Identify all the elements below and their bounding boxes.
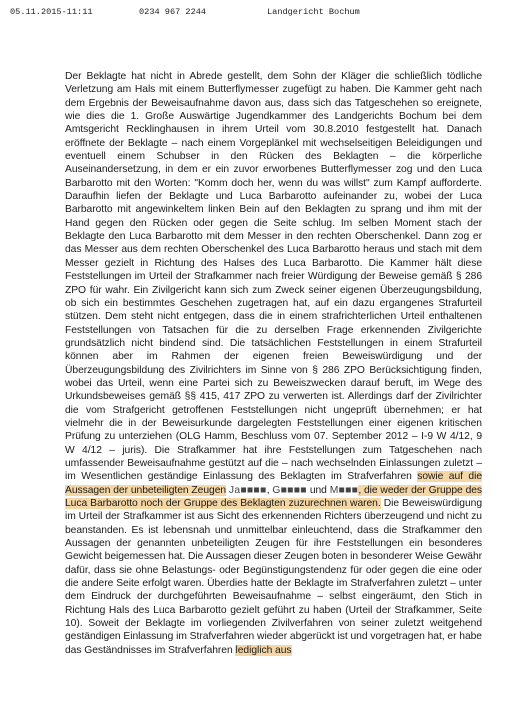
highlighted-text: lediglich aus [235, 644, 292, 656]
conjunction: und [309, 484, 327, 496]
fax-sender: Landgericht Bochum [267, 7, 360, 17]
fax-phone-number: 0234 967 2244 [139, 7, 207, 17]
fax-header [0, 7, 512, 21]
paragraph-2: Die Beweiswürdigung im Urteil der Strafkammer ist aus Sicht des erkennenden Richters überzeugend und nicht zu beanstanden. Es ist lebensnah und unmittelbar einleuchtend, dass die Strafkammer den Aussagen der genannten unbeteiligten Zeugen für ihre Feststellungen ein besonderes Gewicht beigemessen hat. Die Aussagen dieser Zeugen boten in besonderer Weise Gewähr dafür, dass sie ohne Belastungs- oder Begünstigungstendenz für oder gegen die eine oder die andere Seite erfolgt waren. Überdies hatte der Beklagte im Strafverfahren zuletzt – unter dem Eindruck der durchgeführten Beweisaufnahme – selbst eingeräumt, den Stich in Richtung Hals des Luca Barbarotto gezielt geführt zu haben (Urteil der Strafkammer, Seite 10). Soweit der Beklagte im vorliegenden Zivilverfahren von seiner zuletzt weitgehend geständigen Einlassung im Strafverfahren wieder abgerückt ist und vorgetragen hat, er habe das Geständnisses im Strafverfahren [65, 498, 482, 656]
separator: , [266, 484, 273, 496]
paragraph-1: Der Beklagte hat nicht in Abrede gestellt, dem Sohn der Kläger die schließlich tödliche Verletzung am Hals mit einem Butterflymesser zugefügt zu haben. Die Kammer geht nach dem Ergebnis der Beweisaufnahme davon aus, dass sich das Tatgeschehen so ereignete, wie dies die 1. Große Auswärtige Jugendkammer des Landgerichts Bochum bei dem Amtsgericht Recklinghausen in ihrem Urteil vom 30.8.2010 festgestellt hat. Danach eröffnete der Beklagte – nach einem Vorgeplänkel mit wechselseitigen Beleidigungen und eventuell einem Schubser in den Rücken des Beklagten – die körperliche Auseinandersetzung, in dem er ein zuvor erworbenes Butterflymesser zog und den Luca Barbarotto mit den Worten: "Komm doch her, wenn du was willst" zum Kampf aufforderte. Daraufhin liefen der Beklagte und Luca Barbarotto aufeinander zu, wobei der Luca Barbarotto mit angewinkeltem linken Bein auf den Beklagten zu sprang und ihm mit der Hand gegen den Rücken oder gegen die Seite schlug. Im selben Moment stach der Beklagte den Luca Barbarotto mit dem Messer in den rechten Oberschenkel. Dann zog er das Messer aus dem rechten Oberschenkel des Luca Barbarotto heraus und stach mit dem Messer gezielt in Richtung des Halses des Luca Barbarotto. Die Kammer hält diese Feststellungen im Urteil der Strafkammer nach freier Würdigung der Beweise gemäß § 286 ZPO für wahr. Ein Zivilgericht kann sich zum Zweck seiner eigenen Überzeugungsbildung, ob sich ein bestimmtes Geschehen zugetragen hat, auf ein dazu ergangenes Strafurteil stützen. Dem steht nicht entgegen, dass die in einem strafrichterlichen Urteil enthaltenen Feststellungen von Tatsachen für die zu derselben Frage erkennenden Zivilgerichte grundsätzlich nicht bindend sind. Die tatsächlichen Feststellungen in einem Strafurteil können aber im Rahmen der eigenen freien Beweiswürdigung und der Überzeugungsbildung des Zivilrichters im Sinne von § 286 ZPO Berücksichtigung finden, wobei das Urteil, wenn eine Partei sich zu Beweiszwecken darauf beruft, im Wege des Urkundsbeweises gemäß §§ 415, 417 ZPO zu verwerten ist. Allerdings darf der Zivilrichter die vom Strafgericht getroffenen Feststellungen nicht ungeprüft übernehmen; er hat vielmehr die in der Beweisurkunde dargelegten Feststellungen einer eigenen kritischen Prüfung zu unterziehen (OLG Hamm, Beschluss vom 07. September 2012 – I-9 W 4/12, 9 W 4/12 – juris). Die Strafkammer hat ihre Feststellungen zum Tatgeschehen nach umfassender Beweisaufnahme gestützt auf die – nach wechselnden Einlassungen zuletzt – im Wesentlichen geständige Einlassung des Beklagten im Strafverfahren [65, 71, 482, 483]
highlighted-text: sowie auf die Aussagen der unbeteiligten Zeugen [65, 471, 482, 496]
redacted-name: Ja■■■■ [228, 484, 267, 496]
document-body [65, 70, 482, 657]
fax-datetime: 05.11.2015-11:11 [10, 7, 93, 17]
highlighted-text: , die weder der Gruppe des Luca Barbarotto noch der Gruppe des Beklagten zuzurechnen waren. [65, 484, 483, 509]
redacted-name: G■■■■ [272, 484, 307, 496]
redacted-name: M■■■ [329, 484, 359, 496]
